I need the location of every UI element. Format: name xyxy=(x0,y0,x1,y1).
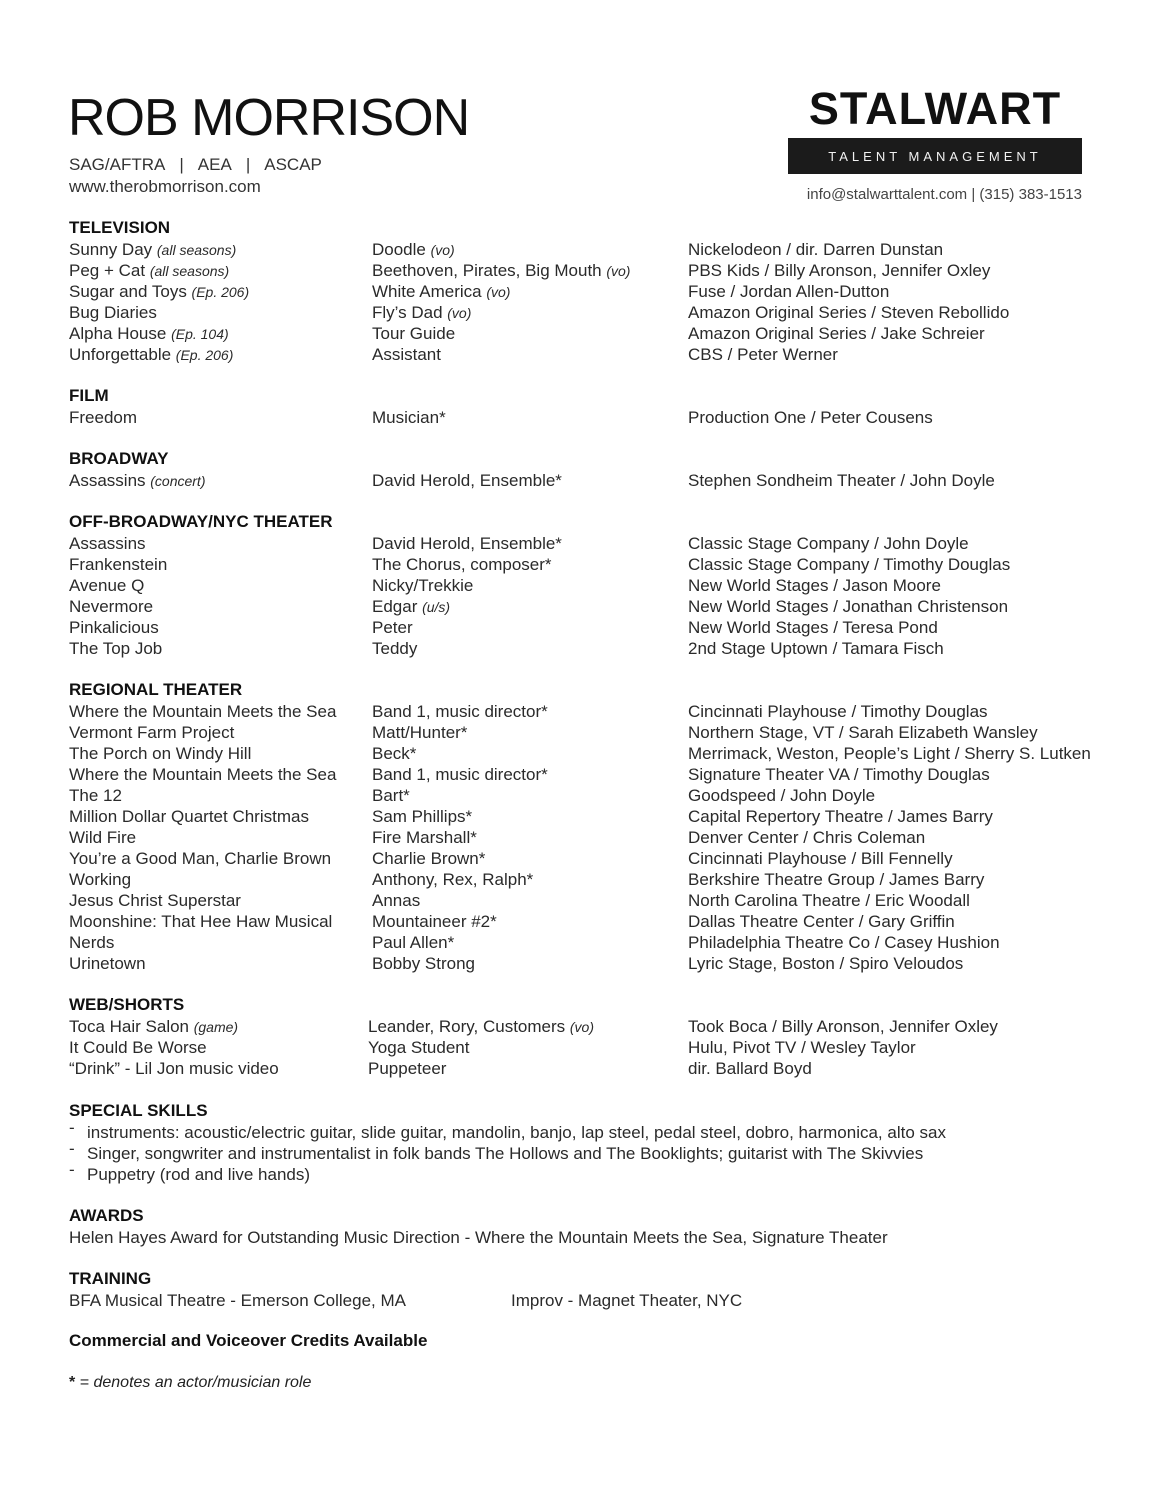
agency-logo-wordmark: STALWART xyxy=(808,83,1062,134)
skill-item: - Singer, songwriter and instrumentalist in folk bands The Hollows and The Booklights; guitarist with The Skivvies xyxy=(69,1139,924,1163)
credit-role-text: Mountaineer #2* xyxy=(372,912,497,931)
credit-role-text: Sam Phillips* xyxy=(372,807,473,826)
union-separator: | xyxy=(245,155,251,174)
credit-company: Berkshire Theatre Group / James Barry xyxy=(688,870,985,889)
credit-role-note: (u/s) xyxy=(422,599,451,615)
section-title: WEB/SHORTS xyxy=(69,995,185,1014)
credit-row xyxy=(69,932,1129,953)
credit-role xyxy=(372,743,416,764)
skill-item: - Puppetry (rod and live hands) xyxy=(69,1160,311,1184)
union-sag: SAG/AFTRA xyxy=(69,155,166,174)
credit-role-text: Doodle xyxy=(372,240,431,259)
section-off-broadway xyxy=(69,511,1129,659)
credit-title-text: Sunny Day xyxy=(69,240,157,259)
credit-row xyxy=(69,407,1129,428)
credit-title xyxy=(69,407,137,428)
credit-title xyxy=(69,533,146,554)
credit-title xyxy=(69,953,146,974)
credit-role-text: Beethoven, Pirates, Big Mouth xyxy=(372,261,607,280)
credit-role xyxy=(372,323,455,344)
credit-company: Goodspeed / John Doyle xyxy=(688,786,876,805)
credit-title xyxy=(69,785,122,806)
credit-row xyxy=(69,722,1129,743)
credit-role-note: (vo) xyxy=(569,1019,595,1035)
credit-title-text: Working xyxy=(69,870,132,889)
credit-role-text: Edgar xyxy=(372,597,423,616)
credit-row xyxy=(69,323,1129,344)
credit-role xyxy=(372,638,417,659)
credit-row xyxy=(69,302,1129,323)
section-title: TRAINING xyxy=(69,1269,152,1288)
credit-title-text: The 12 xyxy=(69,786,122,805)
section-title: FILM xyxy=(69,386,109,405)
actor-name: ROB MORRISON xyxy=(68,89,470,147)
credit-company: Capital Repertory Theatre / James Barry xyxy=(688,807,993,826)
credit-title xyxy=(69,596,153,617)
credit-title xyxy=(69,638,162,659)
credit-role xyxy=(372,344,441,365)
bullet-dash: - xyxy=(69,1160,75,1179)
credit-role-text: Fly’s Dad xyxy=(372,303,448,322)
credit-row xyxy=(69,239,1129,260)
credit-title-text: Avenue Q xyxy=(69,576,145,595)
credit-row xyxy=(69,533,1129,554)
credit-role xyxy=(372,869,533,890)
role-footnote xyxy=(69,1374,1129,1392)
credit-company: Merrimack, Weston, People’s Light / Sherry S. Lutken xyxy=(688,744,1091,763)
credit-title-text: Urinetown xyxy=(69,954,146,973)
credit-title-text: Assassins xyxy=(69,534,146,553)
credit-title xyxy=(69,1037,207,1058)
credit-role-text: Annas xyxy=(372,891,421,910)
credit-title-note: (all seasons) xyxy=(156,242,237,258)
credit-title-text: Assassins xyxy=(69,471,151,490)
credit-role xyxy=(372,617,413,638)
credit-row xyxy=(69,701,1129,722)
training-item: Improv - Magnet Theater, NYC xyxy=(511,1291,743,1310)
credit-role-text: David Herold, Ensemble* xyxy=(372,534,562,553)
credit-title-text: Unforgettable xyxy=(69,345,176,364)
footnote-text: = denotes an actor/musician role xyxy=(75,1374,312,1391)
credit-company: Signature Theater VA / Timothy Douglas xyxy=(688,765,990,784)
credit-title-note: (Ep. 206) xyxy=(191,284,250,300)
credit-company: North Carolina Theatre / Eric Woodall xyxy=(688,891,970,910)
credit-role-text: Bobby Strong xyxy=(372,954,476,973)
credit-company: Denver Center / Chris Coleman xyxy=(688,828,926,847)
section-awards xyxy=(69,1205,1129,1248)
credit-row xyxy=(69,1058,1129,1079)
credit-role-note: (vo) xyxy=(486,284,511,300)
credit-role-text: Anthony, Rex, Ralph* xyxy=(372,870,534,889)
credit-role xyxy=(372,785,410,806)
credit-role xyxy=(372,932,454,953)
credit-title-note: (concert) xyxy=(150,473,206,489)
section-regional-theater xyxy=(69,679,1129,974)
credit-role-text: Beck* xyxy=(372,744,417,763)
agency-logo-tagline: TALENT MANAGEMENT xyxy=(788,138,1082,174)
credit-title xyxy=(69,764,336,785)
credit-role-note: (vo) xyxy=(606,263,631,279)
credit-company: Amazon Original Series / Steven Rebollido xyxy=(688,303,1010,322)
credit-company: 2nd Stage Uptown / Tamara Fisch xyxy=(688,639,944,658)
credit-company: New World Stages / Jonathan Christenson xyxy=(688,597,1009,616)
credit-company: Fuse / Jordan Allen-Dutton xyxy=(688,282,890,301)
credit-company: Stephen Sondheim Theater / John Doyle xyxy=(688,471,995,490)
credit-row xyxy=(69,785,1129,806)
union-aea: AEA xyxy=(197,155,232,174)
agency-contact: info@stalwarttalent.com | (315) 383-1513 xyxy=(806,186,1082,203)
credit-company: Amazon Original Series / Jake Schreier xyxy=(688,324,985,343)
credit-title xyxy=(69,743,251,764)
credit-role-text: Paul Allen* xyxy=(372,933,455,952)
bullet-dash: - xyxy=(69,1118,75,1137)
section-special-skills xyxy=(69,1100,1129,1185)
credit-title-text: Where the Mountain Meets the Sea xyxy=(69,702,337,721)
credit-role-text: White America xyxy=(372,282,487,301)
credit-title-text: Pinkalicious xyxy=(69,618,159,637)
credit-row xyxy=(69,806,1129,827)
credit-role xyxy=(372,953,475,974)
credit-role-text: Tour Guide xyxy=(372,324,456,343)
credit-row xyxy=(69,470,1129,491)
section-title: OFF-BROADWAY/NYC THEATER xyxy=(69,512,333,531)
credit-role-text: Band 1, music director* xyxy=(372,765,548,784)
credit-title xyxy=(69,260,229,282)
credit-title-text: Moonshine: That Hee Haw Musical xyxy=(69,912,333,931)
credit-company: Dallas Theatre Center / Gary Griffin xyxy=(688,912,955,931)
credit-title xyxy=(69,848,331,869)
credit-role-text: Matt/Hunter* xyxy=(372,723,468,742)
credit-title-text: Frankenstein xyxy=(69,555,168,574)
credit-title-note: (all seasons) xyxy=(149,263,230,279)
credit-title-text: You’re a Good Man, Charlie Brown xyxy=(69,849,332,868)
award-item: Helen Hayes Award for Outstanding Music Direction - Where the Mountain Meets the Sea, Signature Theater xyxy=(69,1228,888,1247)
credit-company: Cincinnati Playhouse / Timothy Douglas xyxy=(688,702,988,721)
credit-title-text: Sugar and Toys xyxy=(69,282,192,301)
credit-role xyxy=(372,533,562,554)
credit-company: Classic Stage Company / John Doyle xyxy=(688,534,969,553)
credit-title-text: Freedom xyxy=(69,408,138,427)
credit-title xyxy=(69,239,236,261)
credit-row xyxy=(69,743,1129,764)
credit-title-text: It Could Be Worse xyxy=(69,1038,207,1057)
credit-title xyxy=(69,302,157,323)
credit-row xyxy=(69,575,1129,596)
credit-row xyxy=(69,827,1129,848)
credit-title-text: Jesus Christ Superstar xyxy=(69,891,241,910)
training-item: BFA Musical Theatre - Emerson College, MA xyxy=(69,1291,406,1310)
credit-title-text: The Top Job xyxy=(69,639,163,658)
credit-title xyxy=(69,554,167,575)
credit-title xyxy=(69,932,114,953)
credit-title xyxy=(69,617,159,638)
section-title: TELEVISION xyxy=(69,218,171,237)
credit-title xyxy=(69,323,229,345)
credit-row xyxy=(69,554,1129,575)
credit-company: New World Stages / Teresa Pond xyxy=(688,618,938,637)
credit-title xyxy=(69,281,249,303)
credit-company: dir. Ballard Boyd xyxy=(688,1059,812,1078)
credit-title xyxy=(69,1058,279,1079)
credit-role xyxy=(372,596,450,618)
section-web-shorts xyxy=(69,994,1129,1079)
credit-role-text: Teddy xyxy=(372,639,418,658)
credit-role xyxy=(372,575,473,596)
union-separator: | xyxy=(179,155,184,174)
credit-title xyxy=(69,1016,238,1038)
credit-title-text: Where the Mountain Meets the Sea xyxy=(69,765,337,784)
section-title: SPECIAL SKILLS xyxy=(69,1101,208,1120)
credit-role xyxy=(372,722,467,743)
credit-title xyxy=(69,911,332,932)
credit-role-text: Bart* xyxy=(372,786,410,805)
credit-row xyxy=(69,617,1129,638)
credit-row xyxy=(69,869,1129,890)
credit-row xyxy=(69,281,1129,302)
credit-role xyxy=(372,848,485,869)
training-row xyxy=(69,1290,1129,1311)
credit-role-text: Puppeteer xyxy=(368,1059,447,1078)
section-television xyxy=(69,217,1129,365)
credit-company: Lyric Stage, Boston / Spiro Veloudos xyxy=(688,954,964,973)
credit-title-text: Peg + Cat xyxy=(69,261,150,280)
credit-title xyxy=(69,575,144,596)
credit-row xyxy=(69,260,1129,281)
credit-company: New World Stages / Jason Moore xyxy=(688,576,941,595)
credit-role-note: (vo) xyxy=(447,305,472,321)
credit-title-text: Bug Diaries xyxy=(69,303,157,322)
credit-company: Philadelphia Theatre Co / Casey Hushion xyxy=(688,933,1000,952)
credit-title-text: “Drink” - Lil Jon music video xyxy=(69,1059,279,1078)
credit-role-text: The Chorus, composer* xyxy=(372,555,552,574)
credit-role-note: (vo) xyxy=(430,242,455,258)
credit-title-text: Alpha House xyxy=(69,324,172,343)
section-title: REGIONAL THEATER xyxy=(69,680,243,699)
credit-row xyxy=(69,890,1129,911)
section-title: BROADWAY xyxy=(69,449,169,468)
credit-title-note: (Ep. 104) xyxy=(171,326,229,342)
union-affiliations xyxy=(69,155,322,175)
credit-title xyxy=(69,827,136,848)
credit-row xyxy=(69,953,1129,974)
credit-role-text: Charlie Brown* xyxy=(372,849,486,868)
credit-title-text: The Porch on Windy Hill xyxy=(69,744,252,763)
credit-title xyxy=(69,890,241,911)
credit-title xyxy=(69,722,234,743)
credit-row xyxy=(69,638,1129,659)
credit-role xyxy=(368,1058,446,1079)
credit-title-text: Nevermore xyxy=(69,597,154,616)
credit-role-text: Band 1, music director* xyxy=(372,702,548,721)
footnote-star: * xyxy=(69,1374,76,1391)
credit-role xyxy=(372,806,472,827)
credit-role xyxy=(372,239,455,261)
credit-row xyxy=(69,344,1129,365)
credit-company: Took Boca / Billy Aronson, Jennifer Oxley xyxy=(688,1017,998,1036)
credit-title-text: Million Dollar Quartet Christmas xyxy=(69,807,309,826)
credit-title-text: Wild Fire xyxy=(69,828,137,847)
credit-role xyxy=(372,764,548,785)
credit-row xyxy=(69,1016,1129,1037)
credit-role-text: Musician* xyxy=(372,408,446,427)
credit-title xyxy=(69,470,205,492)
union-ascap: ASCAP xyxy=(264,155,322,174)
section-training xyxy=(69,1268,1129,1311)
credit-role xyxy=(372,890,420,911)
credit-row xyxy=(69,848,1129,869)
credit-role xyxy=(368,1037,469,1058)
credit-row xyxy=(69,764,1129,785)
credit-role-text: David Herold, Ensemble* xyxy=(372,471,562,490)
credit-company: Cincinnati Playhouse / Bill Fennelly xyxy=(688,849,953,868)
website-link[interactable]: www.therobmorrison.com xyxy=(69,177,261,196)
credit-role-text: Peter xyxy=(372,618,413,637)
credit-role xyxy=(372,302,471,324)
section-broadway xyxy=(69,448,1129,491)
section-film xyxy=(69,385,1129,428)
credit-role xyxy=(372,407,446,428)
commercial-credits-note: Commercial and Voiceover Credits Available xyxy=(69,1331,428,1350)
credit-company: Production One / Peter Cousens xyxy=(688,408,933,427)
credit-role xyxy=(372,281,510,303)
credit-title xyxy=(69,806,309,827)
credit-role xyxy=(372,554,552,575)
credit-role xyxy=(372,470,562,491)
skill-item: - instruments: acoustic/electric guitar, slide guitar, mandolin, banjo, lap steel, pedal steel, dobro, harmonica, alto sax xyxy=(69,1118,946,1142)
credit-role xyxy=(372,701,548,722)
credit-role xyxy=(372,260,630,282)
credit-company: Hulu, Pivot TV / Wesley Taylor xyxy=(688,1038,916,1057)
credit-title-note: (Ep. 206) xyxy=(175,347,234,363)
credit-role-text: Assistant xyxy=(372,345,441,364)
credit-row xyxy=(69,596,1129,617)
credit-title xyxy=(69,701,336,722)
credit-title-note: (game) xyxy=(193,1019,239,1035)
credit-title-text: Toca Hair Salon xyxy=(69,1017,194,1036)
credit-title xyxy=(69,344,233,366)
bullet-dash: - xyxy=(69,1139,75,1158)
credit-role-text: Nicky/Trekkie xyxy=(372,576,474,595)
credit-title-text: Vermont Farm Project xyxy=(69,723,235,742)
credit-company: Nickelodeon / dir. Darren Dunstan xyxy=(688,240,944,259)
credit-role xyxy=(372,911,497,932)
credit-company: Classic Stage Company / Timothy Douglas xyxy=(688,555,1011,574)
credit-row xyxy=(69,1037,1129,1058)
credit-role-text: Leander, Rory, Customers xyxy=(368,1017,570,1036)
credit-role xyxy=(368,1016,594,1038)
credit-role-text: Fire Marshall* xyxy=(372,828,477,847)
section-title: AWARDS xyxy=(69,1206,144,1225)
credit-company: PBS Kids / Billy Aronson, Jennifer Oxley xyxy=(688,261,991,280)
credit-role-text: Yoga Student xyxy=(368,1038,470,1057)
credit-company: CBS / Peter Werner xyxy=(688,345,838,364)
credit-title xyxy=(69,869,131,890)
credit-title-text: Nerds xyxy=(69,933,115,952)
credit-company: Northern Stage, VT / Sarah Elizabeth Wansley xyxy=(688,723,1038,742)
credit-role xyxy=(372,827,477,848)
credit-row xyxy=(69,911,1129,932)
